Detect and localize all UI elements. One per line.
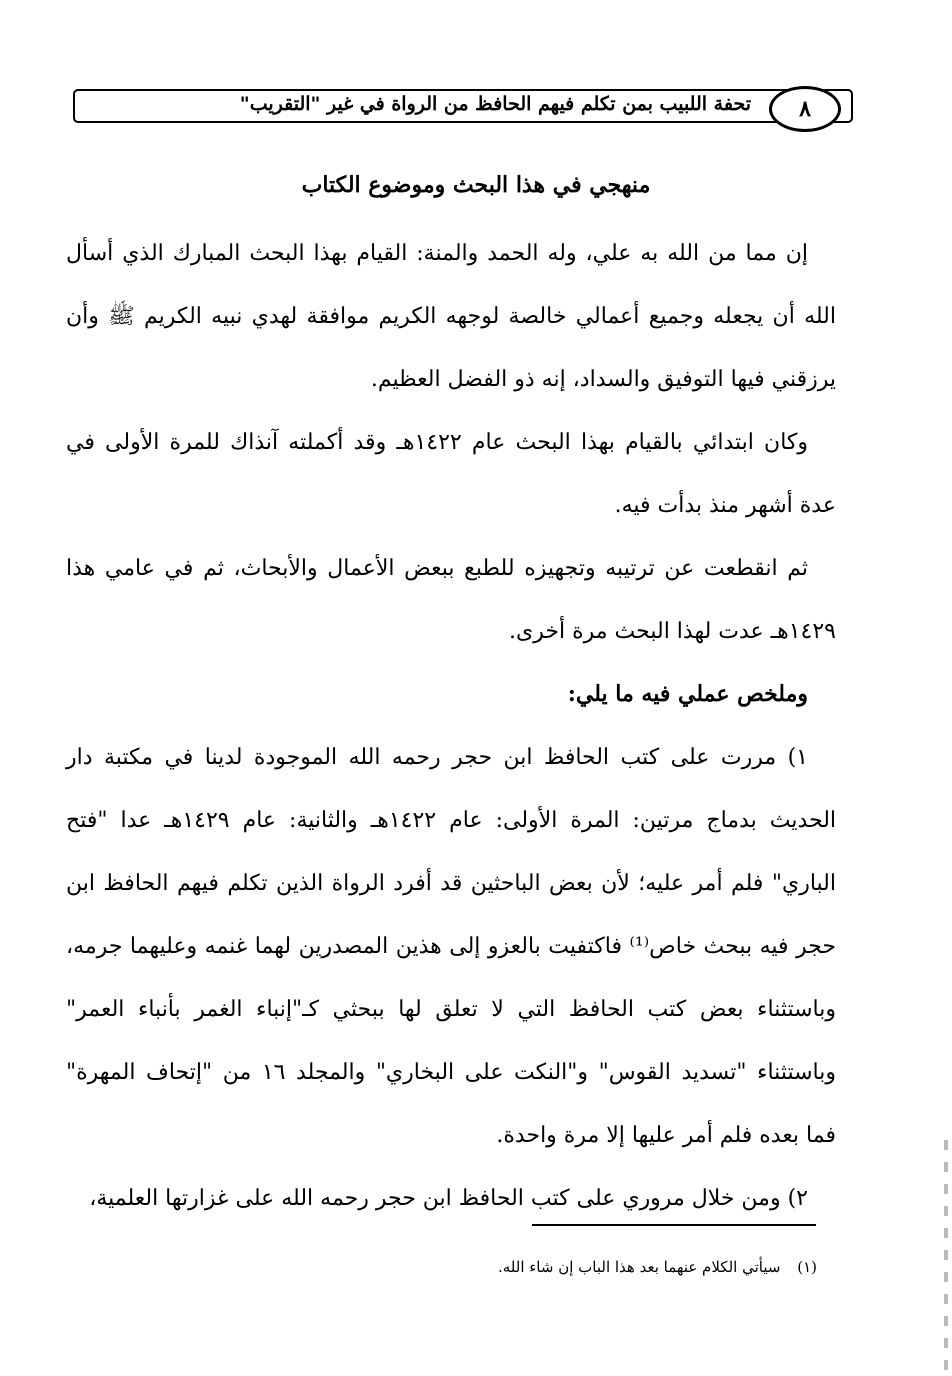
footnote-number: (١) <box>797 1258 817 1276</box>
scan-edge-marks <box>944 1140 948 1370</box>
paragraph-intro: إن مما من الله به علي، وله الحمد والمنة: القيام بهذا البحث المبارك الذي أسأل الله أن يجعله وجميع أعمالي خالصة لوجهه الكريم موافقة لهدي نبيه الكريم ﷺ وأن يرزقني فيها التوفيق والسداد، إنه ذو الفضل العظيم. <box>66 241 836 392</box>
running-header <box>73 89 853 123</box>
paragraph-start: وكان ابتدائي بالقيام بهذا البحث عام ١٤٢٢هـ وقد أكملته آنذاك للمرة الأولى في عدة أشهر منذ بدأت فيه. <box>66 430 836 518</box>
header-title: تحفة اللبيب بمن تكلم فيهم الحافظ من الرواة في غير "التقريب" <box>239 93 751 115</box>
footnote-separator <box>532 1224 816 1226</box>
paragraph-resume: ثم انقطعت عن ترتيبه وتجهيزه للطبع ببعض الأعمال والأبحاث، ثم في عامي هذا ١٤٢٩هـ عدت لهذا البحث مرة أخرى. <box>66 556 836 644</box>
section-title: منهجي في هذا البحث وموضوع الكتاب <box>301 172 651 198</box>
body-text <box>66 222 836 1230</box>
paragraph-point-1: ١) مررت على كتب الحافظ ابن حجر رحمه الله الموجودة لدينا في مكتبة دار الحديث بدماج مرتين: المرة الأولى: عام ١٤٢٢هـ والثانية: عام ١٤٢٩هـ عدا "فتح الباري" فلم أمر عليه؛ لأن بعض الباحثين قد أفرد الرواة الذين تكلم فيهم الحافظ ابن حجر فيه ببحث خاص⁽¹⁾ فاكتفيت بالعزو إلى هذين المصدرين لهما غنمه وعليهما جرمه، وباستثناء بعض كتب الحافظ التي لا تعلق لها ببحثي كـ"إنباء الغمر بأنباء العمر" وباستثناء "تسديد القوس" و"النكت على البخاري" والمجلد ١٦ من "إتحاف المهرة" فما بعده فلم أمر عليها إلا مرة واحدة. <box>66 745 837 1148</box>
paragraph-point-2: ٢) ومن خلال مروري على كتب الحافظ ابن حجر رحمه الله على غزارتها العلمية، <box>89 1186 808 1211</box>
footnote-text: سيأتي الكلام عنهما بعد هذا الباب إن شاء الله. <box>497 1258 781 1276</box>
paragraph-summary-heading: وملخص عملي فيه ما يلي: <box>567 681 808 707</box>
footnote <box>498 1258 817 1276</box>
page-number: ٨ <box>769 86 841 132</box>
